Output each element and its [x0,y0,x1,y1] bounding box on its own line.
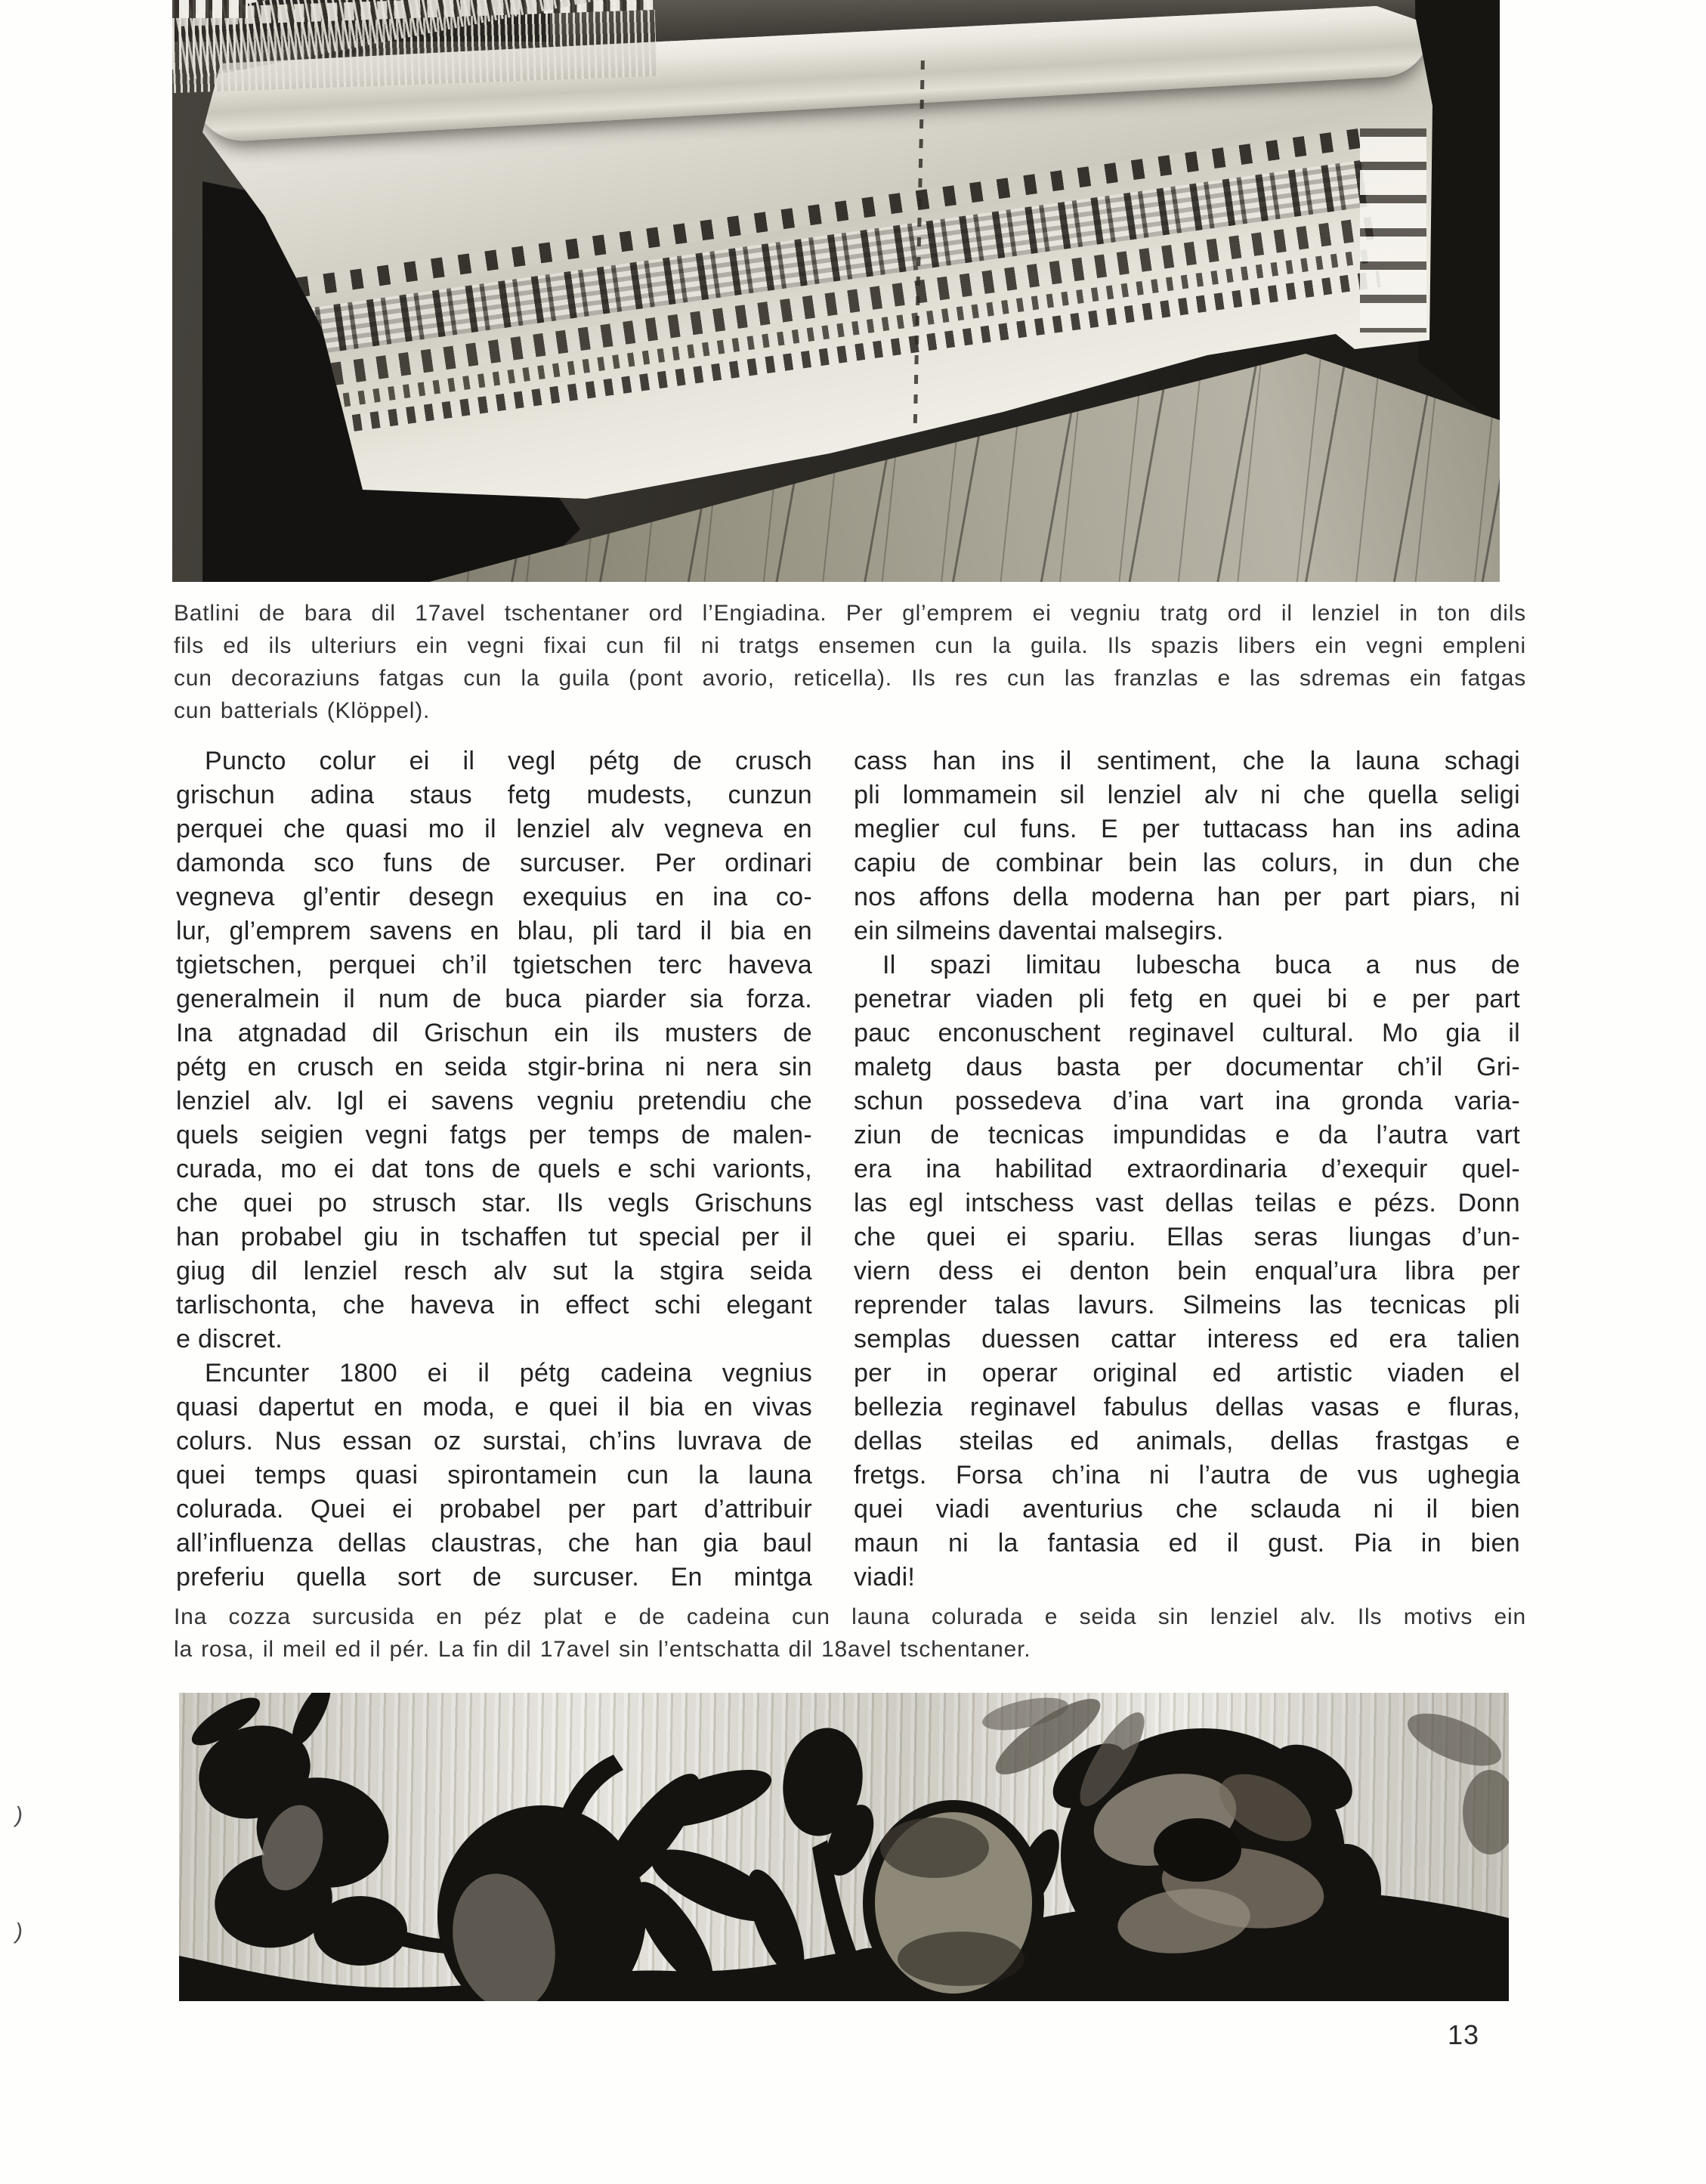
embroidery-end-band [1360,128,1426,333]
text-line: colurada. Quei ei probabel per part d’attribuir [176,1495,812,1524]
text-line: quasi dapertut en moda, e quei il bia en vivas [176,1393,812,1421]
text-line: Puncto colur ei il vegl pétg de crusch [205,747,812,775]
page-number: 13 [1448,2019,1480,2050]
text-line: Il spazi limitau lubescha buca a nus de [882,951,1520,979]
text-line: era ina habilitad extraordinaria d’exequir quel- [854,1155,1520,1183]
text-line: generalmein il num de buca piarder sia forza. [176,985,812,1013]
text-line: tarlischonta, che haveva in effect schi elegant [176,1291,812,1319]
text-line: perquei che quasi mo il lenziel alv vegneva en [176,815,812,843]
text-line: giug dil lenziel resch alv sut la stgira seida [176,1257,812,1285]
scan-artifact-mark: ) [13,1919,25,1945]
body-column-right [854,744,1520,1595]
text-line: che quei ei spariu. Ellas seras liungas d’un- [854,1223,1520,1251]
text-line: Ina atgnadad dil Grischun ein ils musters de [176,1019,812,1047]
text-line: grischun adina staus fetg mudests, cunzun [176,781,812,809]
text-line: che quei po strusch star. Ils vegls Grischuns [176,1189,812,1217]
text-line: semplas duessen cattar interess ed era talien [854,1325,1520,1353]
text-line: maletg daus basta per documentar ch’il Gri- [854,1053,1520,1081]
text-line: cun batterials (Klöppel). [174,698,431,723]
text-line: lur, gl’emprem savens en blau, pli tard il bia en [176,917,812,945]
text-line: all’influenza dellas claustras, che han gia baul [176,1529,812,1558]
text-line: quei viadi aventurius che sclauda ni il bien [854,1495,1520,1524]
text-line: preferiu quella sort de surcuser. En mintga [176,1563,812,1592]
text-line: han probabel giu in tschaffen tut special per il [176,1223,812,1251]
text-line: viern dess ei denton bein enqual’ura libra per [854,1257,1520,1285]
text-line: cass han ins il sentiment, che la launa schagi [854,747,1520,775]
bottom-photo-floral-embroidery [179,1693,1509,2001]
text-line: pauc enconuschent reginavel cultural. Mo gia il [854,1019,1520,1047]
floral-embroidery-graphic [179,1693,1509,2001]
top-photo-bier-cloth [172,0,1500,582]
text-line: maun ni la fantasia ed il gust. Pia in bien [854,1529,1520,1558]
text-line: cun decoraziuns fatgas cun la guila (pont avorio, reticella). Ils res cun las franzlas e las sdremas ein fatgas [174,666,1526,691]
caption-top-photo [174,597,1526,727]
text-line: fretgs. Forsa ch’ina ni l’autra de vus ughegia [854,1461,1520,1490]
text-line: Encunter 1800 ei il pétg cadeina vegnius [205,1359,812,1387]
body-column-left [176,744,812,1595]
text-line: Batlini de bara dil 17avel tschentaner ord l’Engiadina. Per gl’emprem ei vegniu tratg ord il lenziel in ton dils [174,601,1526,626]
text-line: bellezia reginavel fabulus dellas vasas e fluras, [854,1393,1520,1421]
text-line: colurs. Nus essan oz surstai, ch’ins luvrava de [176,1427,812,1455]
text-line: e discret. [176,1325,283,1353]
text-line: curada, mo ei dat tons de quels e schi varionts, [176,1155,812,1183]
text-line: las egl intschess vast dellas teilas e pézs. Donn [854,1189,1520,1217]
text-line: nos affons della moderna han per part piars, ni [854,883,1520,911]
text-line: quei temps quasi spirontamein cun la launa [176,1461,812,1490]
text-line: pétg en crusch en seida stgir-brina ni nera sin [176,1053,812,1081]
text-line: fils ed ils ulteriurs ein vegni fixai cun fil ni tratgs ensemen cun la guila. Ils spazis libers ein vegni empleni [174,633,1526,658]
text-line: Ina cozza surcusida en péz plat e de cadeina cun launa colurada e seida sin lenziel alv. Ils motivs ein [174,1604,1526,1629]
text-line: damonda sco funs de surcuser. Per ordinari [176,849,812,877]
text-line: meglier cul funs. E per tuttacass han ins adina [854,815,1520,843]
cloth-fringe [172,0,248,70]
text-line: viadi! [854,1563,916,1592]
scan-artifact-mark: ) [13,1802,25,1829]
text-line: reprender talas lavurs. Silmeins las tecnicas pli [854,1291,1520,1319]
text-line: ein silmeins daventai malsegirs. [854,917,1224,945]
text-line: vegneva gl’entir desegn exequius en ina co- [176,883,812,911]
text-line: pli lommamein sil lenziel alv ni che quella seligi [854,781,1520,809]
text-line: ziun de tecnicas impundidas e da l’autra vart [854,1121,1520,1149]
text-line: per in operar original ed artistic viaden el [854,1359,1520,1387]
text-line: lenziel alv. Igl ei savens vegniu pretendiu che [176,1087,812,1115]
text-line: dellas steilas ed animals, dellas frastgas e [854,1427,1520,1455]
caption-bottom-photo [174,1601,1526,1666]
text-line: quels seigien vegni fatgs per temps de malen- [176,1121,812,1149]
text-line: tgietschen, perquei ch’il tgietschen terc haveva [176,951,812,979]
text-line: capiu de combinar bein las colurs, in dun che [854,849,1520,877]
text-line: schun possedeva d’ina vart ina gronda varia- [854,1087,1520,1115]
text-line: penetrar viaden pli fetg en quei bi e per part [854,985,1520,1013]
text-line: la rosa, il meil ed il pér. La fin dil 17avel sin l’entschatta dil 18avel tschentaner. [174,1637,1031,1662]
